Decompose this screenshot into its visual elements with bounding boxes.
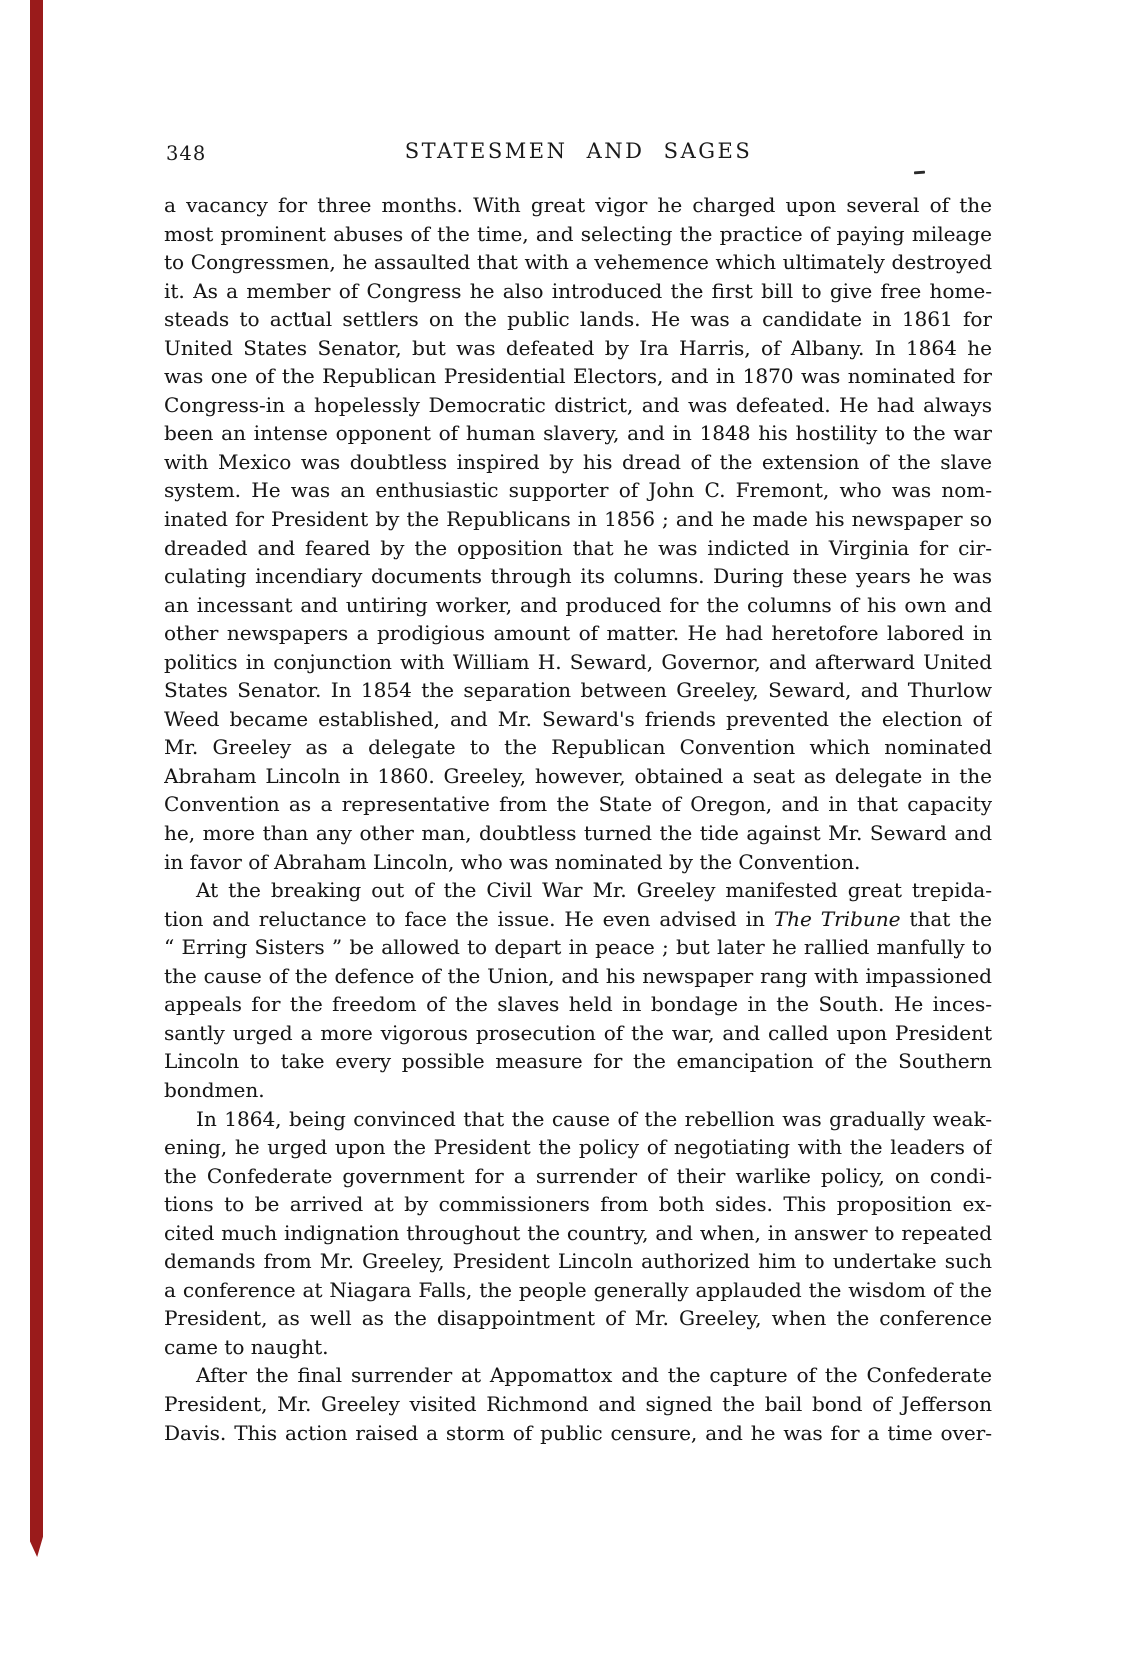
book-spine-edge — [30, 0, 43, 1557]
text-line: with Mexico was doubtless inspired by his dread of the extension of the slave — [164, 449, 992, 474]
text-line: tions to be arrived at by commissioners from both sides. This proposition ex- — [164, 1192, 992, 1217]
text-line: Weed became established, and Mr. Seward's friends prevented the election of — [164, 706, 992, 731]
text-line: Lincoln to take every possible measure for the emancipation of the Southern — [164, 1049, 992, 1074]
text-line: dreaded and feared by the opposition that he was indicted in Virginia for cir- — [164, 535, 992, 560]
paragraph — [164, 191, 992, 876]
page-body — [164, 191, 992, 1447]
text-line: demands from Mr. Greeley, President Lincoln authorized him to undertake such — [164, 1249, 992, 1274]
text-line: United States Senator, but was defeated by Ira Harris, of Albany. In 1864 he — [164, 335, 992, 360]
paragraph — [164, 1361, 992, 1447]
text-line: been an intense opponent of human slavery, and in 1848 his hostility to the war — [164, 421, 992, 446]
text-line: President, as well as the disappointment of Mr. Greeley, when the conference — [164, 1306, 992, 1331]
text-line: politics in conjunction with William H. Seward, Governor, and afterward United — [164, 649, 992, 674]
text-line: most prominent abuses of the time, and selecting the practice of paying mileage — [164, 221, 992, 246]
text-line: States Senator. In 1854 the separation between Greeley, Seward, and Thurlow — [164, 678, 992, 703]
paragraph — [164, 1105, 992, 1362]
text-line: to Congressmen, he assaulted that with a vehemence which ultimately destroyed — [164, 250, 992, 275]
text-line: cited much indignation throughout the country, and when, in answer to repeated — [164, 1220, 992, 1245]
text-line: the Confederate government for a surrender of their warlike policy, on condi- — [164, 1163, 992, 1188]
paragraph — [164, 876, 992, 1104]
text-line: he, more than any other man, doubtless turned the tide against Mr. Seward and — [164, 821, 992, 846]
text-line: tion and reluctance to face the issue. He even advised in The Tribune that the — [164, 906, 992, 931]
text-line: in favor of Abraham Lincoln, who was nominated by the Convention. — [164, 849, 861, 874]
running-header-title: STATESMEN AND SAGES — [404, 139, 753, 163]
text-line: “ Erring Sisters ” be allowed to depart in peace ; but later he rallied manfully to — [164, 935, 992, 960]
text-line: inated for President by the Republicans in 1856 ; and he made his newspaper so — [164, 507, 992, 532]
text-line: ening, he urged upon the President the policy of negotiating with the leaders of — [164, 1135, 992, 1160]
text-line: santly urged a more vigorous prosecution of the war, and called upon President — [164, 1020, 992, 1045]
text-line: Abraham Lincoln in 1860. Greeley, however, obtained a seat as delegate in the — [164, 763, 992, 788]
text-line: steads to actual settlers on the public lands. He was a candidate in 1861 for — [164, 307, 992, 332]
text-line: was one of the Republican Presidential Electors, and in 1870 was nominated for — [164, 364, 992, 389]
text-line: Davis. This action raised a storm of public censure, and he was for a time over- — [164, 1420, 992, 1445]
text-line: appeals for the freedom of the slaves held in bondage in the South. He inces- — [164, 992, 992, 1017]
text-line: an incessant and untiring worker, and produced for the columns of his own and — [164, 592, 992, 617]
text-line: other newspapers a prodigious amount of matter. He had heretofore labored in — [164, 621, 992, 646]
text-line: At the breaking out of the Civil War Mr. Greeley manifested great trepida- — [196, 878, 992, 903]
text-line: the cause of the defence of the Union, and his newspaper rang with impassioned — [164, 963, 992, 988]
text-line: a conference at Niagara Falls, the people generally applauded the wisdom of the — [164, 1277, 992, 1302]
text-line: Convention as a representative from the State of Oregon, and in that capacity — [164, 792, 992, 817]
scan-speck — [914, 171, 925, 175]
text-line: After the final surrender at Appomattox and the capture of the Confederate — [196, 1363, 992, 1388]
text-line: Mr. Greeley as a delegate to the Republican Convention which nominated — [164, 735, 992, 760]
text-line: President, Mr. Greeley visited Richmond and signed the bail bond of Jefferson — [164, 1391, 992, 1416]
text-line: system. He was an enthusiastic supporter of John C. Fremont, who was nom- — [164, 478, 992, 503]
text-line: came to naught. — [164, 1334, 329, 1359]
text-line: In 1864, being convinced that the cause of the rebellion was gradually weak- — [196, 1106, 992, 1131]
text-line: a vacancy for three months. With great vigor he charged upon several of the — [164, 193, 992, 217]
text-line: it. As a member of Congress he also introduced the first bill to give free home- — [164, 278, 992, 303]
text-line: Congress-in a hopelessly Democratic district, and was defeated. He had always — [164, 392, 992, 417]
page-number: 348 — [166, 142, 207, 165]
text-line: bondmen. — [164, 1077, 265, 1102]
text-line: culating incendiary documents through its columns. During these years he was — [164, 564, 992, 589]
